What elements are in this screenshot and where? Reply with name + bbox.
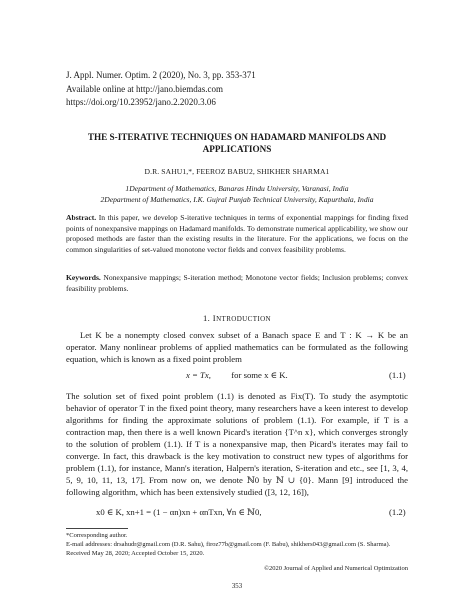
keywords-text: Nonexpansive mappings; S-iteration method; Monotone vector fields; Inclusion problems; convex feasibility problems. [66, 273, 408, 293]
section-title-initial: I [212, 313, 217, 323]
equation-2-number: (1.2) [389, 507, 406, 517]
author-list: D.R. SAHU1,*, FEEROZ BABU2, SHIKHER SHARMA1 [144, 167, 330, 176]
abstract-text: In this paper, we develop S-iterative techniques in terms of exponential mappings for finding fixed points of nonexpansive mappings on Hadamard manifolds. To demonstrate numerical applicability, we show our proposed methods are faster than the existing results in the literature. For the applications, we focus on the common singularities of set-valued monotone vector fields and convex feasibility problems. [66, 213, 408, 255]
journal-citation: J. Appl. Numer. Optim. 2 (2020), No. 3, pp. 353-371 [66, 70, 256, 80]
equation-2: x0 ∈ K, xn+1 = (1 − αn)xn + αnTxn, ∀n ∈ ℕ0, [96, 507, 262, 517]
page-number: 353 [231, 583, 243, 590]
section-title-rest: NTRODUCTION [216, 315, 272, 323]
equation-1-number: (1.1) [389, 370, 406, 380]
abstract-label: Abstract. [66, 213, 97, 222]
copyright-notice: ©2020 Journal of Applied and Numerical Optimization [264, 565, 408, 572]
abstract [66, 213, 408, 256]
section-number: 1. [202, 313, 211, 323]
body-paragraph: The solution set of fixed point problem (1.1) is denoted as Fix(T). To study the asymptotic behavior of operator T in the fixed point theory, many researchers have a keen interest to develop algorithms for finding the approximate solutions of problem (1.1). For example, if T is a contraction map, then there is a well known Picard's iteration {T^n x}, which converges strongly to the solution of problem (1.1). If T is a nonexpansive map, then Picard's iterates may fail to converge. In fact, this drawback is the key motivation to construct new types of algorithms for problem (1.1), for instance, Mann's iteration, Halpern's iteration, S-iteration and etc., see [1, 3, 4, 5, 9, 10, 11, 13, 17]. From now on, we denote ℕ0 by ℕ ∪ {0}. Mann [9] introduced the following algorithm, which has been extensively studied ([3, 12, 16]), [66, 391, 408, 497]
affiliation-1: 1Department of Mathematics, Banaras Hindu University, Varanasi, India [125, 184, 349, 193]
equation-1 [186, 370, 288, 381]
journal-availability: Available online at http://jano.biemdas.com [66, 83, 224, 94]
corresponding-author-note: *Corresponding author. [66, 532, 128, 539]
email-addresses: E-mail addresses: drsahudr@gmail.com (D.R. Sahu), firoz77b@gmail.com (F. Babu), shikhers043@gmail.com (S. Sharma). [66, 541, 391, 548]
keywords [66, 273, 408, 294]
affiliations [0, 183, 474, 205]
journal-header [66, 69, 256, 110]
received-accepted-dates: Received May 28, 2020; Accepted October 15, 2020. [66, 550, 205, 557]
equation-1-lhs: x = Tx, [186, 370, 211, 380]
intro-paragraph: Let K be a nonempty closed convex subset of a Banach space E and T : K → K be an operator. Many nonlinear problems of applied mathematics can be formulated as the following equation, which is known as a fixed point problem [66, 330, 408, 364]
footnote-rule [66, 528, 128, 529]
journal-doi: https://doi.org/10.23952/jano.2.2020.3.06 [66, 97, 216, 107]
keywords-label: Keywords. [66, 273, 101, 282]
equation-1-condition: for some x ∈ K. [231, 370, 288, 380]
footnotes [66, 531, 408, 558]
affiliation-2: 2Department of Mathematics, I.K. Gujral Punjab Technical University, Kapurthala, India [100, 195, 374, 204]
paper-title: THE S-ITERATIVE TECHNIQUES ON HADAMARD MANIFOLDS AND APPLICATIONS [87, 132, 387, 154]
section-heading [0, 313, 474, 323]
